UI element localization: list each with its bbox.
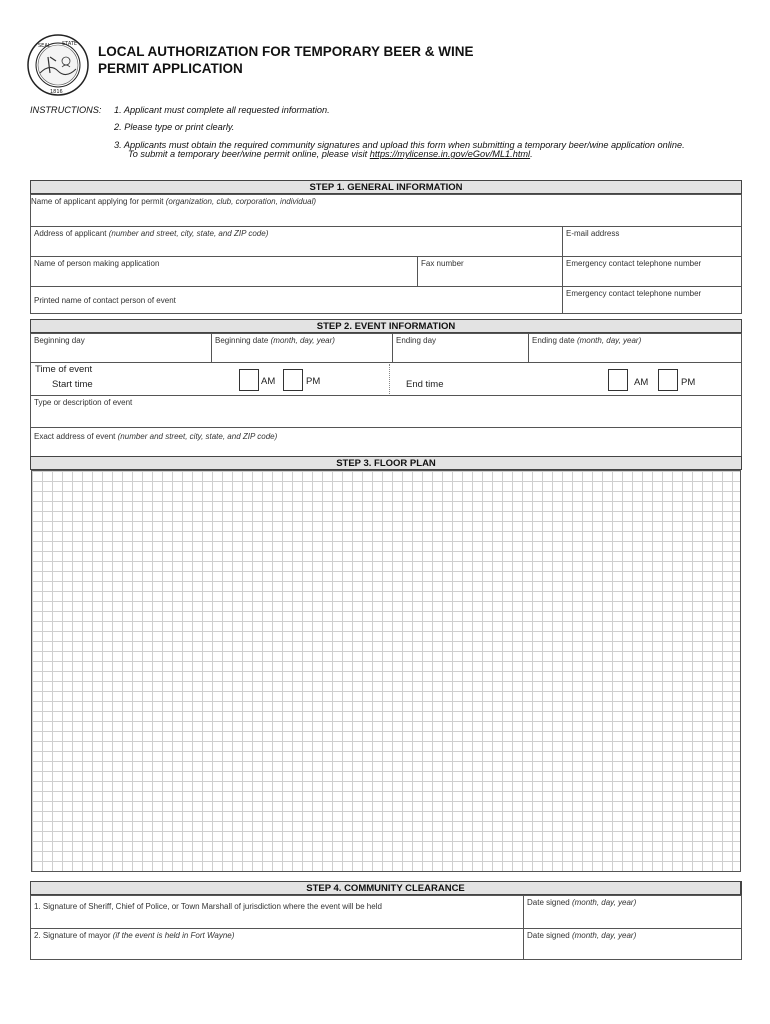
mayor-signature-field[interactable]: 2. Signature of mayor (if the event is held in Fort Wayne) [30, 928, 524, 960]
step4-header: STEP 4. COMMUNITY CLEARANCE [30, 881, 742, 895]
end-pm-checkbox[interactable] [658, 369, 678, 391]
date-signed-1-field[interactable]: Date signed (month, day, year) [523, 895, 742, 929]
step3-section [30, 456, 742, 470]
address-field[interactable]: Address of applicant (number and street, city, state, and ZIP code) [30, 226, 563, 257]
end-am-label: AM [634, 377, 649, 388]
person-name-field[interactable]: Name of person making application [30, 256, 418, 287]
emergency-phone-field[interactable]: Emergency contact telephone number [562, 256, 742, 287]
step4-section [30, 881, 742, 960]
end-am-checkbox[interactable] [608, 369, 628, 391]
fax-field[interactable]: Fax number [417, 256, 563, 287]
applicant-name-field[interactable]: Name of applicant applying for permit (organization, club, corporation, individual) [30, 194, 742, 227]
step1-section [30, 180, 742, 314]
end-day-field[interactable]: Ending day [392, 333, 529, 363]
begin-date-field[interactable]: Beginning date (month, day, year) [211, 333, 393, 363]
emergency-phone2-field[interactable]: Emergency contact telephone number [562, 286, 742, 314]
contact-person-field[interactable]: Printed name of contact person of event [30, 286, 563, 314]
event-address-field[interactable]: Exact address of event (number and street, city, state, and ZIP code) [30, 427, 742, 457]
start-am-label: AM [261, 376, 276, 387]
step3-header: STEP 3. FLOOR PLAN [30, 456, 742, 470]
begin-day-field[interactable]: Beginning day [30, 333, 212, 363]
instruction-2: 2. Please type or print clearly. [114, 122, 235, 132]
time-of-event-label: Time of event [35, 364, 93, 375]
instruction-1: 1. Applicant must complete all requested information. [114, 105, 330, 115]
start-time-label: Start time [52, 379, 93, 390]
end-time-label: End time [406, 379, 444, 390]
event-type-field[interactable]: Type or description of event [30, 395, 742, 428]
end-date-field[interactable]: Ending date (month, day, year) [528, 333, 742, 363]
page-title: LOCAL AUTHORIZATION FOR TEMPORARY BEER & WINE PERMIT APPLICATION [98, 44, 474, 76]
time-divider [389, 364, 390, 394]
start-pm-label: PM [306, 376, 321, 387]
step2-section [30, 319, 742, 457]
permit-link[interactable]: https://mylicense.in.gov/eGov/ML1.html [369, 149, 531, 159]
svg-text:SEAL: SEAL [38, 43, 51, 49]
instructions-label: INSTRUCTIONS: [30, 105, 102, 115]
step2-header: STEP 2. EVENT INFORMATION [30, 319, 742, 333]
state-seal-logo [26, 33, 90, 97]
end-pm-label: PM [681, 377, 696, 388]
instruction-3: 3. Applicants must obtain the required community signatures and upload this form when submitting a temporary beer/wine application online. [114, 140, 685, 150]
sheriff-signature-field[interactable]: 1. Signature of Sheriff, Chief of Police, or Town Marshall of jurisdiction where the event will be held [30, 895, 524, 929]
svg-text:1816: 1816 [50, 89, 63, 95]
start-pm-checkbox[interactable] [283, 369, 303, 391]
svg-text:STATE: STATE [62, 41, 78, 47]
date-signed-2-field[interactable]: Date signed (month, day, year) [523, 928, 742, 960]
instruction-3-cont: To submit a temporary beer/wine permit online, please visit https://mylicense.in.gov/eGov/ML1.html. [128, 149, 533, 159]
floor-plan-grid[interactable] [31, 470, 741, 872]
step1-header: STEP 1. GENERAL INFORMATION [30, 180, 742, 194]
start-am-checkbox[interactable] [239, 369, 259, 391]
email-field[interactable]: E-mail address [562, 226, 742, 257]
